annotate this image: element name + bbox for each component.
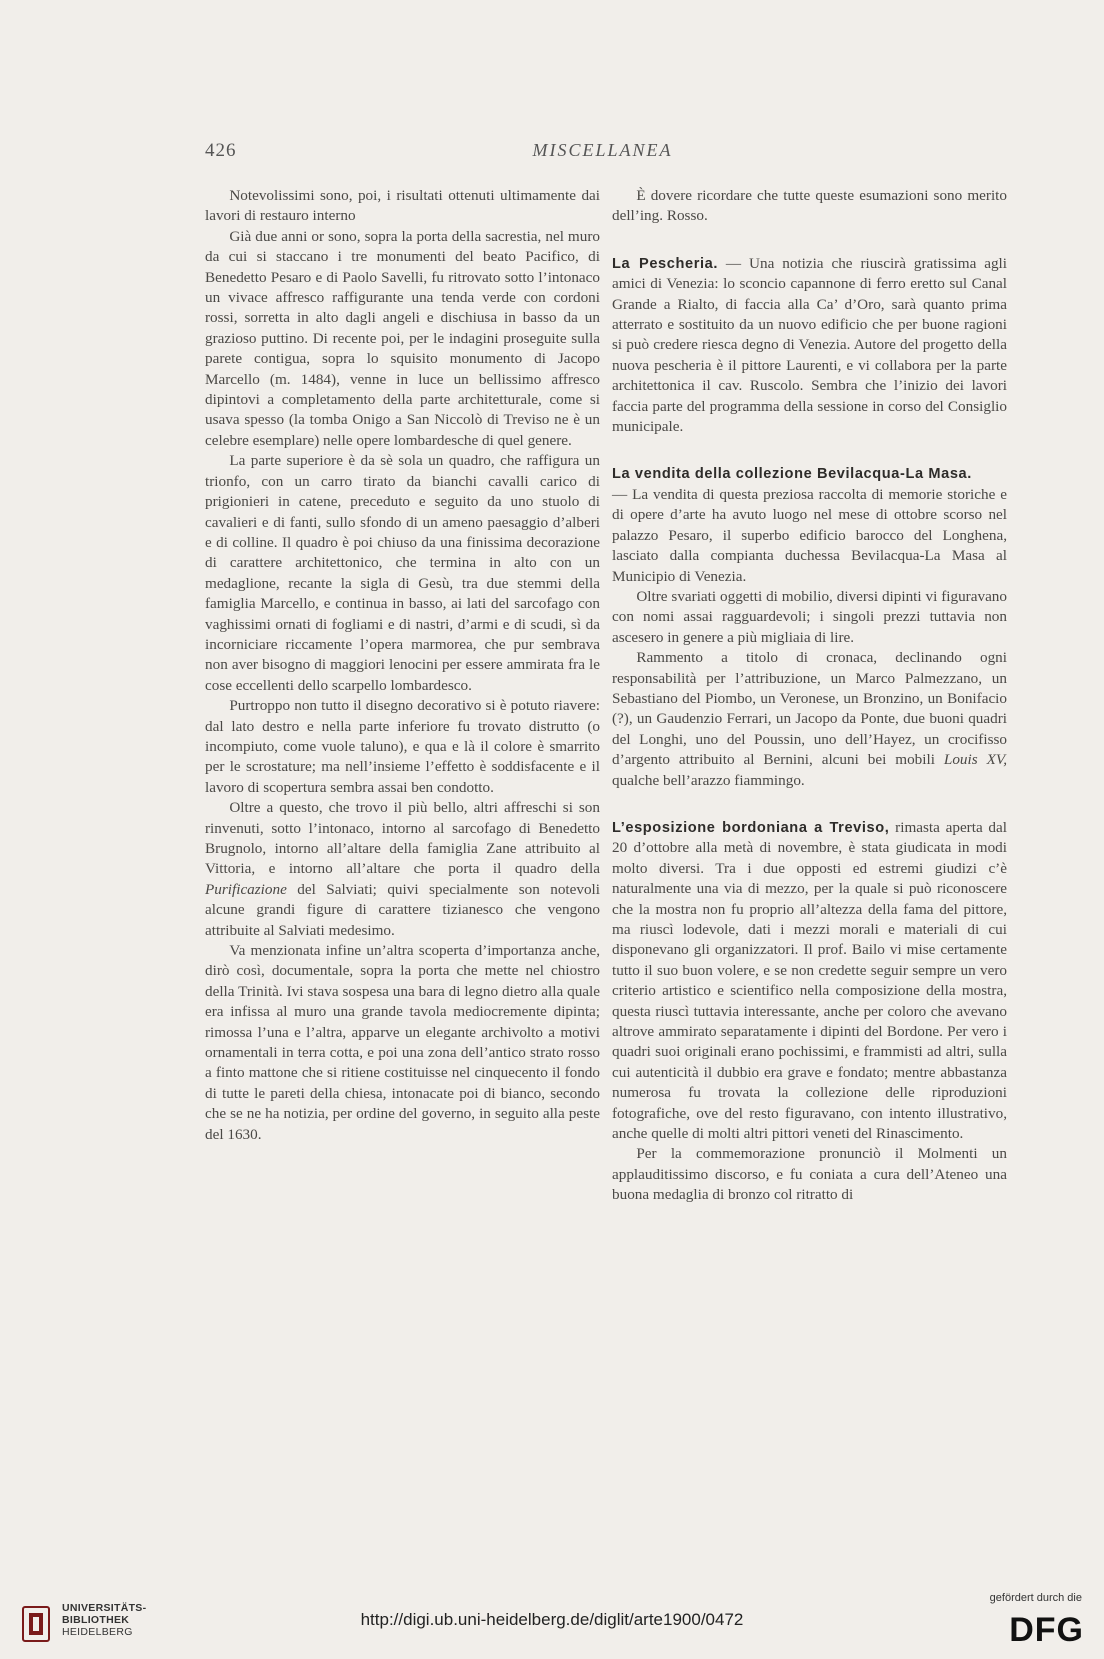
text-run: — Una notizia che riuscirà gratissima agli amici di Venezia: lo sconcio capannone di ferro eretto sul Canal Grande a Rialto, di faccia alla Ca’ d’Oro, sarà quanto prima atterrato e sostituito da un nuovo edificio che per buone ragioni si può credere riesca degno di Venezia. Autore del progetto della nuova pescheria è il pittore Laurenti, e vi collabora per la parte architettonica il cav. Ruscolo. Sembra che l’inizio dei lavori faccia parte del programma della sessione in corso del Consiglio municipale. <box>612 254 1007 436</box>
text-run: del Salviati; quivi specialmente son notevoli alcune grandi figure di carattere tizianesco che vengono attribuite al Salviati medesimo. <box>205 880 600 939</box>
section-esposizione <box>612 818 1007 1145</box>
italic-title: Purificazione <box>205 880 287 898</box>
library-name-line: BIBLIOTHEK <box>62 1614 130 1626</box>
section-vendita <box>612 464 1007 484</box>
left-column <box>205 186 600 1145</box>
paragraph: Notevolissimi sono, poi, i risultati ottenuti ultimamente dai lavori di restauro interno <box>205 187 600 225</box>
text-run: Rammento a titolo di cronaca, declinando ogni responsabilità per l’attribuzione, un Marco Palmezzano, un Sebastiano del Piombo, un Veronese, un Bronzino, un Bonifacio (?), un Gaudenzio Ferrari, un Jacopo da Ponte, due buoni quadri del Longhi, uno del Poussin, uno dell’Hayez, un crocifisso d’argento attribuito al Bernini, alcuni bei mobili <box>612 649 1007 769</box>
section-pescheria <box>612 254 1007 438</box>
page-header <box>205 140 1000 170</box>
paragraph <box>205 798 600 941</box>
text-run: Oltre a questo, che trovo il più bello, altri affreschi si son rinvenuti, sotto l’intonaco, intorno al sarcofago di Benedetto Brugnolo, intorno all’altare della famiglia Zane attribuito al Vittoria, e intorno all’altare che porta il quadro della <box>205 799 600 878</box>
paragraph: Oltre svariati oggetti di mobilio, diversi dipinti vi figuravano con nomi assai ragguardevoli; i singoli prezzi tuttavia non ascesero in genere a più migliaia di lire. <box>612 587 1007 646</box>
paragraph <box>612 648 1007 791</box>
section-title: L’esposizione bordoniana a Treviso, <box>612 819 890 836</box>
paragraph: È dovere ricordare che tutte queste esumazioni sono merito dell’ing. Rosso. <box>612 187 1007 225</box>
section-gap <box>612 437 1007 464</box>
paragraph: Per la commemorazione pronunciò il Molmenti un applauditissimo discorso, e fu coniata a cura dell’Ateneo una buona medaglia di bronzo col ritratto di <box>612 1145 1007 1204</box>
page-number: 426 <box>205 140 237 161</box>
section-title: La Pescheria. <box>612 255 719 272</box>
paragraph: — La vendita di questa preziosa raccolta di memorie storiche e di opere d’arte ha avuto luogo nel mese di ottobre scorso nel palazzo Pesaro, il superbo edificio barocco del Longhena, lasciato dalla compianta duchessa Bevilacqua-La Masa al Municipio di Venezia. <box>612 485 1007 585</box>
library-name-line: HEIDELBERG <box>62 1626 133 1638</box>
paragraph: Purtroppo non tutto il disegno decorativo si è potuto riavere: dal lato destro e nella parte inferiore fu trovato distrutto (o incompiuto, come vuole taluno), e qua e là il colore è smarrito per le scrostature; ma nell’insieme l’effetto è soddisfacente e il lavoro di scopertura sembra assai ben condotto. <box>205 697 600 796</box>
paragraph: La parte superiore è da sè sola un quadro, che raffigura un trionfo, con un carro tirato da bianchi cavalli carico di prigionieri in catene, preceduto e seguito da uno stuolo di cavalieri e di fanti, sullo sfondo di un ameno paesaggio d’alberi e di colline. Il quadro è poi chiuso da una finissima decorazione di carattere architettonico, che termina in alto con un medaglione, recante la sigla di Gesù, tra due stemmi della famiglia Marcello, e continua in basso, ai lati del sarcofago con vaghissimi ornati di fogliami e di nastri, d’armi e di scudi, sì da incorniciare riccamente l’opera marmorea, che pur sembrava non aver bisogno di maggiori lenocini per essere ammirata fra le cose eccellenti dello scarpello lombardesco. <box>205 452 600 694</box>
running-title: MISCELLANEA <box>532 140 673 160</box>
digitization-footer <box>0 1580 1104 1659</box>
italic-term: Louis XV, <box>943 751 1007 769</box>
paragraph: Va menzionata infine un’altra scoperta d’importanza anche, dirò così, documentale, sopra la porta che mette nel chiostro della Trinità. Ivi stava sospesa una bara di legno dietro alla quale era infissa al muro una grande tavola mediocremente dipinta; rimossa l’una e l’altra, apparve un elegante archivolto a motivi ornamentali in terra cotta, e poi una zona dell’antico strato rosso a finto mattone che si ritiene costituisse nel cinquecento il fondo di tutte le pareti della chiesa, intonacate poi di bianco, secondo che se ne ha notizia, per ordine del governo, in seguito alla peste del 1630. <box>205 942 600 1143</box>
section-title: La vendita della collezione Bevilacqua-La Masa. <box>612 466 972 483</box>
right-column <box>612 186 1007 1206</box>
dfg-logo: DFG <box>1009 1611 1084 1649</box>
paragraph: Già due anni or sono, sopra la porta della sacrestia, nel muro da cui si staccano i tre monumenti del beato Pacifico, di Benedetto Pesaro e di Paolo Savelli, fu ritrovato sotto l’intonaco un vivace affresco raffigurante una tenda verde con cordoni rossi, sorretta in alto dagli angeli e dischiusa in basso da un grazioso puttino. Di recente poi, per le indagini proseguite sulla parete contigua, sopra lo squisito monumento di Jacopo Marcello (m. 1484), venne in luce un bellissimo affresco dipintovi a completamento della parte architetturale, come si usava spesso (la tomba Onigo a San Niccolò di Treviso ne è un celebre esemplare) nelle opere lombardesche di quel genere. <box>205 227 600 449</box>
text-run: qualche bell’arazzo fiammingo. <box>612 771 805 789</box>
section-gap <box>612 227 1007 254</box>
library-name-line: UNIVERSITÄTS- <box>62 1602 147 1614</box>
section-gap <box>612 791 1007 818</box>
permalink-url[interactable]: http://digi.ub.uni-heidelberg.de/diglit/arte1900/0472 <box>360 1610 744 1629</box>
text-run: rimasta aperta dal 20 d’ottobre alla metà di novembre, è stata giudicata in modi molto diversi. Tra i due opposti ed estremi giudizi c’è naturalmente una via di mezzo, per la quale si può riconoscere che la mostra non fu proprio all’altezza della fama del pittore, ma riuscì lodevole, dati i mezzi morali e materiali di cui disponevano gli organizzatori. Il prof. Bailo vi mise certamente tutto il suo buon volere, e se non credette seguir sempre un vero criterio artistico e scientifico nella composizione della mostra, questa riuscì tuttavia interessante, anche per coloro che avevano altrove ammirato separatamente i dipinti del Bordone. Per vero i quadri suoi originali erano pochissimi, e frammisti ad altri, sulla cui autenticità il dubbio era grave e fondato; mentre abbastanza numerosa fu trovata la collezione delle riproduzioni fotografiche, ove del resto figuravano, con intento illustrativo, anche quelle di molti altri pittori veneti del Rinascimento. <box>612 818 1007 1143</box>
sponsor-text: gefördert durch die <box>989 1592 1082 1604</box>
